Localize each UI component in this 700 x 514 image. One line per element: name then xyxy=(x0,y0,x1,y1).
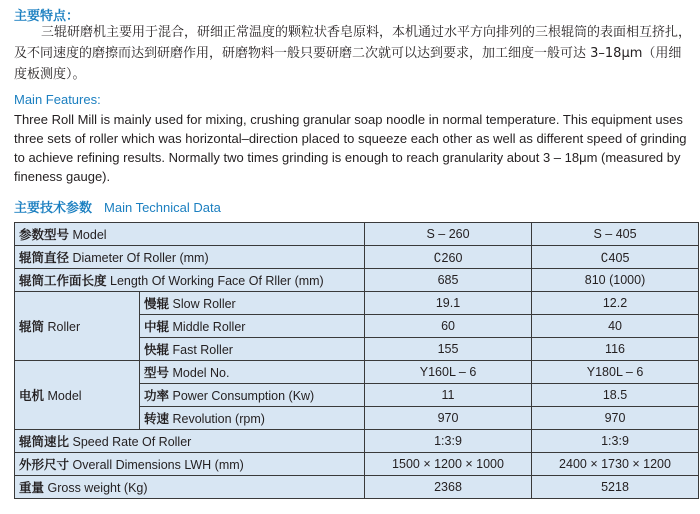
table-row xyxy=(15,430,699,453)
features-heading-en: Main Features: xyxy=(14,92,101,107)
model-s405: S – 405 xyxy=(532,223,699,246)
motor-model-v1: Y160L – 6 xyxy=(365,361,532,384)
model-s260: S – 260 xyxy=(365,223,532,246)
motor-model-label: 型号 Model No. xyxy=(140,361,365,384)
speed-rate-v1: 1:3:9 xyxy=(365,430,532,453)
table-row xyxy=(15,476,699,499)
slow-roller-label: 慢辊 Slow Roller xyxy=(140,292,365,315)
power-v2: 18.5 xyxy=(532,384,699,407)
power-v1: 11 xyxy=(365,384,532,407)
dimensions-v2: 2400 × 1730 × 1200 xyxy=(532,453,699,476)
fast-roller-label: 快辊 Fast Roller xyxy=(140,338,365,361)
fast-roller-v1: 155 xyxy=(365,338,532,361)
power-label: 功率 Power Consumption (Kw) xyxy=(140,384,365,407)
revolution-v2: 970 xyxy=(532,407,699,430)
table-row xyxy=(15,453,699,476)
slow-roller-v1: 19.1 xyxy=(365,292,532,315)
features-paragraph-en: Three Roll Mill is mainly used for mixing, crushing granular soap noodle in normal temperature. This equipment uses three sets of roller which was horizontal–direction placed to squeeze each other as well as different speed of grinding to achieve refining results. Normally two times grinding is enough to reach granularity about 3 – 18μm (measured by fineness gauge). xyxy=(14,112,687,184)
fast-roller-v2: 116 xyxy=(532,338,699,361)
speed-rate-label: 辊筒速比 Speed Rate Of Roller xyxy=(15,430,365,453)
table-row xyxy=(15,292,699,315)
middle-roller-label: 中辊 Middle Roller xyxy=(140,315,365,338)
weight-v2: 5218 xyxy=(532,476,699,499)
table-row xyxy=(15,223,699,246)
table-row xyxy=(15,246,699,269)
length-label: 辊筒工作面长度 Length Of Working Face Of Rller (mm) xyxy=(15,269,365,292)
features-paragraph-cn: 三辊研磨机主要用于混合，研细正常温度的颗粒状香皂原料，本机通过水平方向排列的三根辊筒的表面相互挤扎，及不同速度的磨擦而达到研磨作用，研磨物料一般只要研磨二次就可以达到要求，加工细度一般可达 3–18μm（用细度板测度）。 xyxy=(14,25,692,82)
dimensions-label: 外形尺寸 Overall Dimensions LWH (mm) xyxy=(15,453,365,476)
motor-model-v2: Y180L – 6 xyxy=(532,361,699,384)
length-v2: 810 (1000) xyxy=(532,269,699,292)
middle-roller-v2: 40 xyxy=(532,315,699,338)
diameter-v1: ∁260 xyxy=(365,246,532,269)
revolution-v1: 970 xyxy=(365,407,532,430)
diameter-label: 辊筒直径 Diameter Of Roller (mm) xyxy=(15,246,365,269)
technical-data-heading-cn: 主要技术参数 xyxy=(14,201,93,216)
motor-group-label: 电机 Model xyxy=(15,361,140,430)
length-v1: 685 xyxy=(365,269,532,292)
technical-data-table xyxy=(14,222,699,499)
slow-roller-v2: 12.2 xyxy=(532,292,699,315)
roller-group-label: 辊筒 Roller xyxy=(15,292,140,361)
weight-label: 重量 Gross weight (Kg) xyxy=(15,476,365,499)
technical-data-heading-en: Main Technical Data xyxy=(104,200,221,215)
model-label: 参数型号 Model xyxy=(15,223,365,246)
table-row xyxy=(15,361,699,384)
speed-rate-v2: 1:3:9 xyxy=(532,430,699,453)
revolution-label: 转速 Revolution (rpm) xyxy=(140,407,365,430)
features-heading-cn: 主要特点： xyxy=(14,9,80,24)
dimensions-v1: 1500 × 1200 × 1000 xyxy=(365,453,532,476)
middle-roller-v1: 60 xyxy=(365,315,532,338)
technical-data-heading xyxy=(14,197,221,216)
weight-v1: 2368 xyxy=(365,476,532,499)
table-row xyxy=(15,269,699,292)
diameter-v2: ∁405 xyxy=(532,246,699,269)
